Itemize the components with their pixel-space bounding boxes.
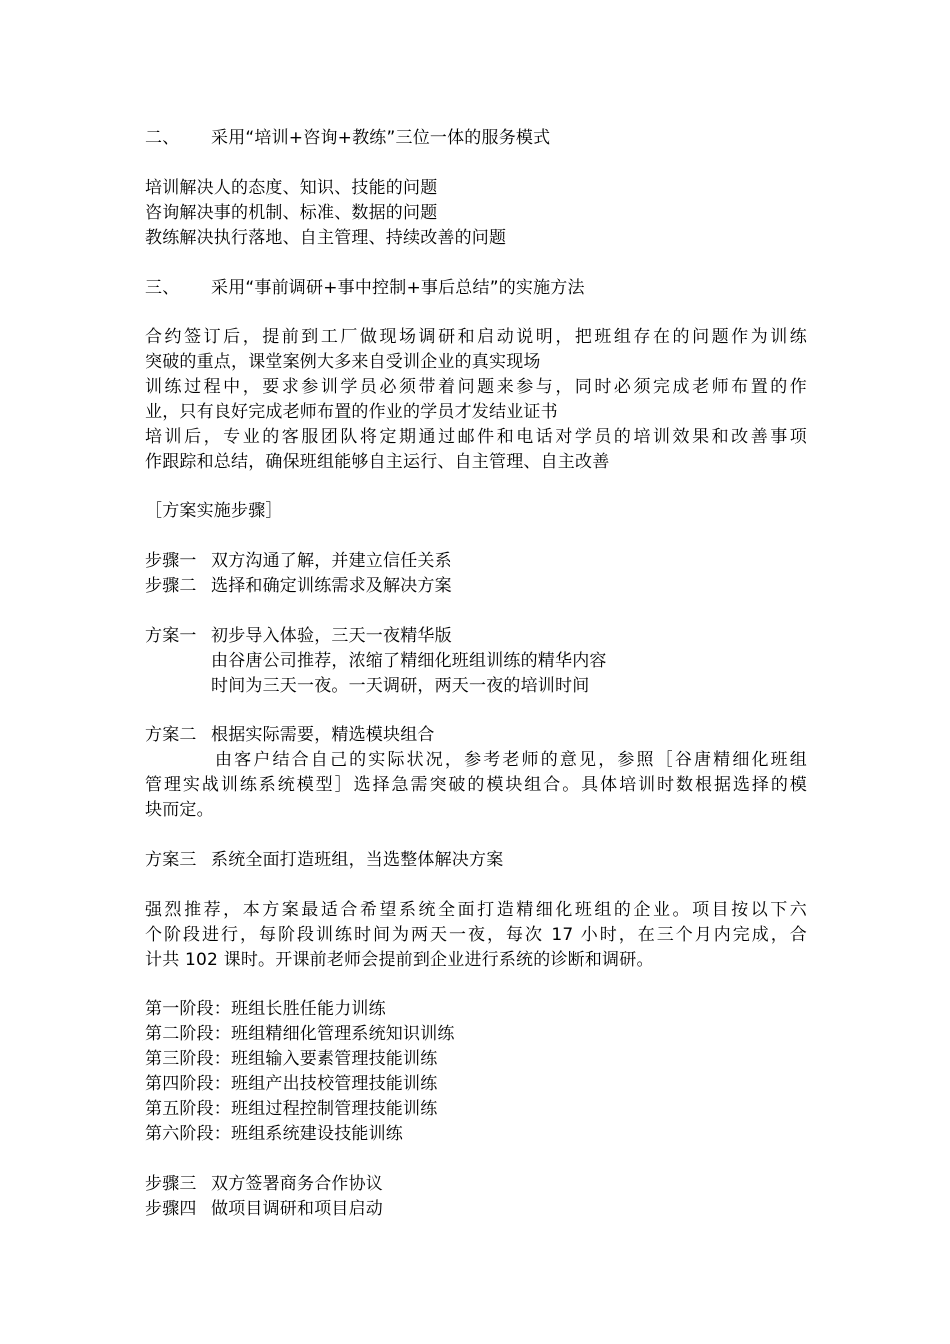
step-label: 步骤一 bbox=[145, 551, 197, 571]
plan-text: 系统全面打造班组，当选整体解决方案 bbox=[211, 850, 504, 870]
phase-item: 第二阶段：班组精细化管理系统知识训练 bbox=[145, 1024, 455, 1044]
paragraph-line: 计共 102 课时。开课前老师会提前到企业进行系统的诊断和调研。 bbox=[145, 950, 654, 970]
plan-detail-line: 由客户结合自己的实际状况，参考老师的意见，参照［谷唐精细化班组 bbox=[215, 750, 807, 770]
paragraph-line: 培训后，专业的客服团队将定期通过邮件和电话对学员的培训效果和改善事项 bbox=[145, 427, 807, 447]
section-number: 三、 bbox=[145, 278, 180, 298]
step-label: 步骤二 bbox=[145, 576, 197, 596]
paragraph-line: 业，只有良好完成老师布置的作业的学员才发结业证书 bbox=[145, 402, 558, 422]
steps-heading: ［方案实施步骤］ bbox=[145, 501, 283, 521]
plan-text: 初步导入体验，三天一夜精华版 bbox=[211, 626, 452, 646]
section-title: 采用“事前调研+事中控制+事后总结”的实施方法 bbox=[211, 278, 585, 298]
paragraph-line: 培训解决人的态度、知识、技能的问题 bbox=[145, 178, 438, 198]
plan-label: 方案一 bbox=[145, 626, 197, 646]
phase-item: 第五阶段：班组过程控制管理技能训练 bbox=[145, 1099, 438, 1119]
plan-text: 根据实际需要，精选模块组合 bbox=[211, 725, 435, 745]
plan-2-heading bbox=[145, 723, 435, 748]
paragraph-line: 咨询解决事的机制、标准、数据的问题 bbox=[145, 203, 438, 223]
step-text: 做项目调研和项目启动 bbox=[211, 1199, 383, 1219]
paragraph-line: 强烈推荐，本方案最适合希望系统全面打造精细化班组的企业。项目按以下六 bbox=[145, 900, 807, 920]
step-label: 步骤四 bbox=[145, 1199, 197, 1219]
paragraph-line: 个阶段进行，每阶段训练时间为两天一夜，每次 17 小时，在三个月内完成，合 bbox=[145, 925, 807, 945]
phase-item: 第六阶段：班组系统建设技能训练 bbox=[145, 1124, 403, 1144]
step-line bbox=[145, 1172, 383, 1197]
step-label: 步骤三 bbox=[145, 1174, 197, 1194]
section-3-heading bbox=[145, 276, 585, 301]
step-text: 选择和确定训练需求及解决方案 bbox=[211, 576, 452, 596]
phase-item: 第三阶段：班组输入要素管理技能训练 bbox=[145, 1049, 438, 1069]
paragraph-line: 训练过程中，要求参训学员必须带着问题来参与，同时必须完成老师布置的作 bbox=[145, 377, 807, 397]
plan-1-heading bbox=[145, 624, 452, 649]
plan-detail-line: 管理实战训练系统模型］选择急需突破的模块组合。具体培训时数根据选择的模 bbox=[145, 775, 807, 795]
phase-item: 第四阶段：班组产出技校管理技能训练 bbox=[145, 1074, 438, 1094]
paragraph-line: 突破的重点，课堂案例大多来自受训企业的真实现场 bbox=[145, 352, 541, 372]
paragraph-line: 作跟踪和总结，确保班组能够自主运行、自主管理、自主改善 bbox=[145, 452, 610, 472]
plan-3-heading bbox=[145, 848, 503, 873]
step-text: 双方签署商务合作协议 bbox=[211, 1174, 383, 1194]
step-line bbox=[145, 549, 452, 574]
plan-detail-line: 由谷唐公司推荐，浓缩了精细化班组训练的精华内容 bbox=[211, 651, 607, 671]
step-line bbox=[145, 1197, 383, 1222]
plan-label: 方案三 bbox=[145, 850, 197, 870]
section-number: 二、 bbox=[145, 128, 180, 148]
phase-item: 第一阶段：班组长胜任能力训练 bbox=[145, 999, 386, 1019]
plan-detail-line: 时间为三天一夜。一天调研，两天一夜的培训时间 bbox=[211, 676, 590, 696]
section-2-heading bbox=[145, 126, 550, 151]
plan-detail-line: 块而定。 bbox=[145, 800, 214, 820]
paragraph-line: 合约签订后，提前到工厂做现场调研和启动说明，把班组存在的问题作为训练 bbox=[145, 327, 807, 347]
section-title: 采用“培训+咨询+教练”三位一体的服务模式 bbox=[211, 128, 551, 148]
plan-label: 方案二 bbox=[145, 725, 197, 745]
paragraph-line: 教练解决执行落地、自主管理、持续改善的问题 bbox=[145, 228, 507, 248]
step-line bbox=[145, 574, 452, 599]
step-text: 双方沟通了解，并建立信任关系 bbox=[211, 551, 452, 571]
